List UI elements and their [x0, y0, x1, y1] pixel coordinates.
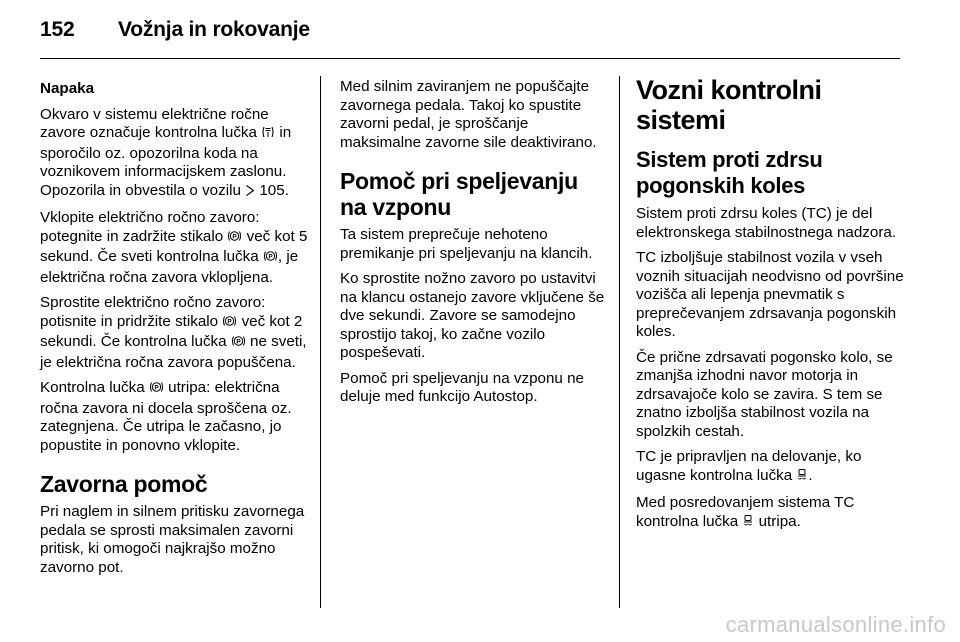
parking-brake-icon [222, 314, 237, 334]
engage-paragraph: Vklopite električno ročno zavoro: potegnite in zadržite stikalo P več kot 5 sekund. Če sveti kontrolna lučka P , je električna ročna zavora vklopljena. [40, 209, 308, 286]
svg-text:P: P [236, 338, 241, 346]
hill-paragraph-3: Pomoč pri speljevanju na vzponu ne deluje med funkcijo Autostop. [340, 369, 584, 405]
column-middle [340, 78, 608, 414]
svg-text:P: P [268, 253, 273, 261]
fault-subheading: Napaka [40, 80, 95, 97]
brake-fault-icon [261, 125, 275, 145]
parking-brake-icon [227, 229, 242, 249]
brake-assist-paragraph-cont: Med silnim zaviranjem ne popuščajte zavornega pedala. Takoj ko spustite zavorni pedal, je sproščanje maksimalne zavorne sile deaktivirano. [340, 78, 597, 151]
svg-text:P: P [154, 384, 159, 392]
hill-paragraph-1: Ta sistem preprečuje nehoteno premikanje pri speljevanju na klancih. [340, 226, 593, 262]
column-divider-2 [619, 76, 620, 608]
column-divider-1 [320, 76, 321, 608]
brake-assist-paragraph: Pri naglem in silnem pritisku zavornega pedala se sprosti maksimalen zavorni pritisk, ki omogoči najkrajšo možno zavorno pot. [40, 503, 305, 576]
watermark: carmanualsonline.info [725, 612, 946, 637]
traction-control-icon [796, 468, 808, 488]
parking-brake-icon [231, 334, 246, 354]
flashing-paragraph: Kontrolna lučka P utripa: električna ročna zavora ni docela sproščena oz. zategnjena. Če utripa le začasno, jo popustite in ponovno vklopite. [40, 379, 292, 454]
tc-paragraph-3: Če prične zdrsavati pogonsko kolo, se zmanjša izhodni navor motorja in zdrsavajoče kolo se zavira. S tem se znatno izboljša stabilnost vozila na spolzkih cestah. [636, 348, 893, 440]
parking-brake-icon [149, 380, 164, 400]
fault-paragraph: Okvaro v sistemu električne ročne zavore označuje kontrolna lučka in sporočilo oz. opozorilna koda na voznikovem informacijskem zaslonu. Opozorila in obvestila o vozilu 105. [40, 106, 314, 203]
traction-control-icon [742, 514, 754, 534]
driving-control-systems-heading: Vozni kontrolni sistemi [636, 75, 822, 135]
svg-text:P: P [227, 318, 233, 326]
svg-text:P: P [232, 233, 238, 241]
tc-paragraph-2: TC izboljšuje stabilnost vozila v vseh voznih situacijah neodvisno od površine vozišča ali lepenja pnevmatik s preprečevanjem zdrsavanja pogonskih koles. [636, 249, 904, 340]
traction-control-heading: Sistem proti zdrsu pogonskih koles [636, 147, 823, 198]
parking-brake-icon [263, 249, 278, 269]
column-left [40, 80, 314, 584]
page-number: 152 [40, 18, 75, 41]
tc-paragraph-1: Sistem proti zdrsu koles (TC) je del elektronskega stabilnostnega nadzora. [636, 205, 897, 241]
page-reference-arrow-icon [245, 184, 255, 203]
header-rule [40, 58, 900, 59]
brake-assist-heading: Zavorna pomoč [40, 471, 208, 497]
column-right [636, 75, 904, 540]
tc-paragraph-4: TC je pripravljen na delovanje, ko ugasne kontrolna lučka . [636, 448, 904, 487]
hill-start-assist-heading: Pomoč pri speljevanju na vzponu [340, 168, 578, 220]
page-title: Vožnja in rokovanje [118, 18, 310, 41]
hill-paragraph-2: Ko sprostite nožno zavoro po ustavitvi na klancu ostanejo zavore vključene še dve sekundi. Zavore se samodejno sprostijo takoj, ko začne vozilo pospeševati. [340, 270, 605, 361]
tc-paragraph-5: Med posredovanjem sistema TC kontrolna lučka utripa. [636, 494, 904, 533]
release-paragraph: Sprostite električno ročno zavoro: potisnite in pridržite stikalo P več kot 2 sekundi. Če kontrolna lučka P ne sveti, je električna ročna zavora popuščena. [40, 294, 307, 371]
